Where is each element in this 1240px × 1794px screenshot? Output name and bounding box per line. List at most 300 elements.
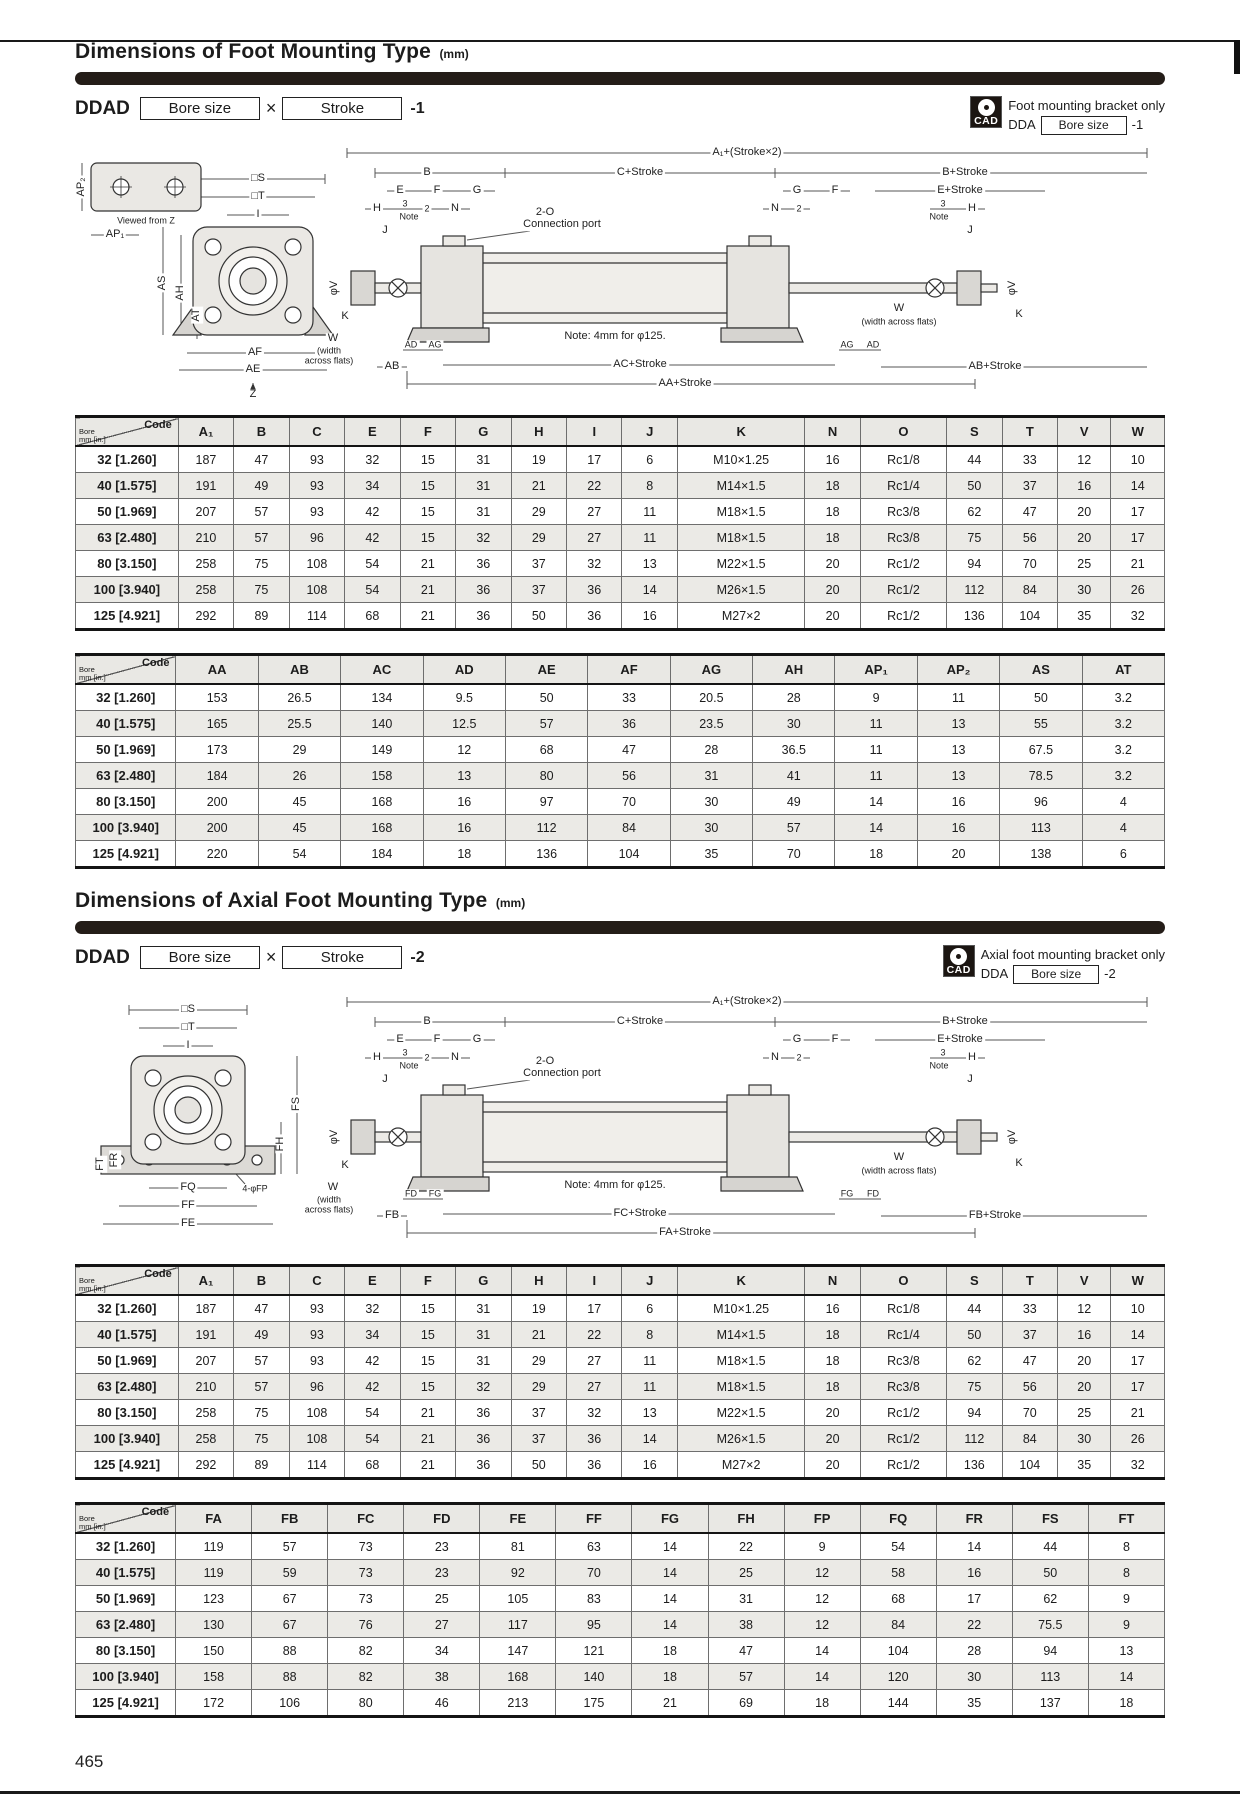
dimension-value: 69 (708, 1690, 784, 1717)
dimension-value: 144 (860, 1690, 936, 1717)
dimension-value: 18 (632, 1638, 708, 1664)
column-header: AP₁ (835, 655, 917, 685)
cad-model-series: DDA (980, 966, 1009, 982)
column-header: A₁ (178, 417, 233, 447)
dimension-value: 15 (400, 1322, 455, 1348)
dimension-value: 9 (1088, 1586, 1164, 1612)
dimension-value: 15 (400, 499, 455, 525)
dimension-label: FG (428, 1188, 442, 1199)
dimension-value: 57 (234, 525, 289, 551)
dimension-value: 14 (632, 1560, 708, 1586)
dimension-table (75, 415, 1165, 631)
dimension-label: N (771, 202, 779, 215)
dimension-value: 35 (1058, 1452, 1111, 1479)
dimension-value: 16 (917, 789, 999, 815)
stroke-box: Stroke (282, 97, 402, 120)
dimension-label: K (341, 1159, 349, 1172)
dimension-value: 55 (1000, 711, 1082, 737)
dimension-label: F (831, 184, 839, 197)
dimension-value: 8 (622, 473, 677, 499)
dimension-value: 29 (511, 1374, 566, 1400)
dimension-value: 12 (423, 737, 505, 763)
dimension-value: 70 (556, 1560, 632, 1586)
dimension-value: 42 (345, 499, 400, 525)
dimension-label: A₁+(Stroke×2) (712, 146, 782, 159)
dimension-value: 20 (805, 1400, 860, 1426)
dimension-value: 18 (805, 473, 860, 499)
dimension-value: 149 (341, 737, 423, 763)
table-corner (76, 1266, 179, 1296)
dimension-value: 187 (178, 1295, 233, 1322)
dimension-label: AF (247, 346, 263, 359)
dimension-value: 36 (567, 577, 622, 603)
dimension-label: Note (929, 1060, 949, 1071)
dimension-label: E (396, 1033, 404, 1046)
cad-model-line (1008, 116, 1165, 135)
dimension-value: 36 (567, 1426, 622, 1452)
table-row (76, 1586, 1165, 1612)
dimension-value: M22×1.5 (677, 551, 804, 577)
table-row (76, 577, 1165, 603)
dimension-label: W (327, 1181, 339, 1194)
model-row (75, 97, 1165, 141)
dimension-label: I (186, 1039, 190, 1052)
table-row (76, 551, 1165, 577)
dimension-value: 50 (505, 684, 587, 711)
dimension-table-foot-bracket (75, 653, 1165, 869)
column-header: K (677, 417, 804, 447)
dimension-value: 9 (784, 1533, 860, 1560)
dimension-value: M26×1.5 (677, 577, 804, 603)
dimension-value: 14 (622, 1426, 677, 1452)
dimension-value: 21 (1111, 551, 1165, 577)
corner-bore-label: Bore mm [in.] (79, 1513, 106, 1531)
dimension-value: 10 (1111, 1295, 1165, 1322)
column-header: N (805, 417, 860, 447)
bore-code: 32 [1.260] (76, 1295, 179, 1322)
dimension-value: 136 (505, 841, 587, 868)
dimension-value: 173 (176, 737, 258, 763)
section-title-foot (75, 40, 1165, 64)
dimension-value: 49 (234, 473, 289, 499)
dimension-label: FT (94, 1157, 107, 1171)
dimension-value: 13 (622, 551, 677, 577)
dimension-label: AE (245, 363, 261, 376)
dimension-value: 112 (947, 577, 1002, 603)
dimension-value: 36.5 (753, 737, 835, 763)
dimension-value: 50 (1012, 1560, 1088, 1586)
dimension-value: 27 (567, 1348, 622, 1374)
dimension-label: K (341, 310, 349, 323)
dimension-table (75, 653, 1165, 869)
dimension-label: B (423, 1015, 431, 1028)
dimension-value: 32 (567, 1400, 622, 1426)
dimension-value: Rc1/2 (860, 1426, 946, 1452)
dimension-value: 140 (556, 1664, 632, 1690)
model-row (75, 946, 1165, 990)
dimension-value: 42 (345, 1348, 400, 1374)
dimension-value: 20 (1058, 1348, 1111, 1374)
table-gap (75, 1480, 1165, 1502)
dimension-value: 82 (328, 1664, 404, 1690)
table-row (76, 1426, 1165, 1452)
column-header: G (456, 1266, 511, 1296)
dimension-value: 138 (1000, 841, 1082, 868)
dimension-value: 136 (947, 1452, 1002, 1479)
dimension-value: 57 (753, 815, 835, 841)
dimension-value: 13 (622, 1400, 677, 1426)
dimension-label: G (472, 184, 482, 197)
dimension-value: 200 (176, 815, 258, 841)
dimension-value: 16 (1058, 473, 1111, 499)
bore-code: 40 [1.575] (76, 1560, 176, 1586)
dimension-value: Rc1/2 (860, 603, 946, 630)
dimension-value: 108 (289, 577, 344, 603)
dimension-value: 34 (345, 1322, 400, 1348)
dimension-value: 89 (234, 1452, 289, 1479)
dimension-value: 88 (252, 1638, 328, 1664)
dimension-value: 26 (258, 763, 340, 789)
dimension-value: 47 (1002, 1348, 1057, 1374)
dimension-label: W (327, 332, 339, 345)
dimension-value: 12 (784, 1612, 860, 1638)
corner-code-label: Code (141, 657, 170, 669)
dimension-label: J (967, 1073, 973, 1086)
dimension-label: 3 (940, 198, 946, 209)
dimension-value: 68 (345, 603, 400, 630)
dimension-value: 16 (423, 815, 505, 841)
cad-icon-label: CAD (946, 964, 971, 976)
dimension-value: 75 (234, 1426, 289, 1452)
dimension-value: 62 (947, 499, 1002, 525)
dimension-label: across flats) (304, 355, 354, 366)
dimension-label: G (792, 184, 802, 197)
dimension-label: FS (290, 1096, 303, 1112)
dimension-value: 258 (178, 577, 233, 603)
page-number: 465 (75, 1752, 104, 1771)
stroke-box: Stroke (282, 946, 402, 969)
dimension-value: 134 (341, 684, 423, 711)
dimension-value: 30 (1058, 577, 1111, 603)
bore-size-box: Bore size (1041, 116, 1127, 135)
dimension-value: 104 (588, 841, 670, 868)
column-header: F (400, 1266, 455, 1296)
dimension-label: E (396, 184, 404, 197)
dimension-value: 11 (622, 499, 677, 525)
table-row (76, 1322, 1165, 1348)
section-title-text: Dimensions of Foot Mounting Type (75, 40, 431, 63)
dimension-label: Z (249, 388, 257, 401)
dimension-value: 258 (178, 1400, 233, 1426)
dimension-value: 17 (1111, 1348, 1165, 1374)
dimension-value: 57 (252, 1533, 328, 1560)
dimension-value: 16 (622, 603, 677, 630)
dimension-value: 22 (567, 1322, 622, 1348)
cad-model-line (981, 965, 1165, 984)
dimension-value: 18 (805, 525, 860, 551)
dimension-value: 117 (480, 1612, 556, 1638)
dimension-value: 56 (588, 763, 670, 789)
column-header: FT (1088, 1504, 1164, 1534)
bore-code: 63 [2.480] (76, 1612, 176, 1638)
dimension-label: 2-O (535, 1055, 555, 1068)
dimension-value: 21 (400, 577, 455, 603)
dimension-value: 20 (805, 551, 860, 577)
dimension-value: M14×1.5 (677, 473, 804, 499)
bore-code: 40 [1.575] (76, 1322, 179, 1348)
cad-icon (971, 97, 1001, 127)
dimension-value: 54 (345, 1400, 400, 1426)
dimension-label: B+Stroke (942, 1015, 988, 1028)
dimension-label: AP₁ (105, 228, 125, 241)
multiply-sign: × (265, 98, 277, 118)
dimension-value: 3.2 (1082, 711, 1164, 737)
dimension-value: 23 (404, 1533, 480, 1560)
dimension-value: 168 (341, 815, 423, 841)
bore-code: 63 [2.480] (76, 1374, 179, 1400)
dimension-value: Rc1/8 (860, 446, 946, 473)
dimension-value: 11 (622, 1374, 677, 1400)
dimension-value: 49 (753, 789, 835, 815)
dimension-value: 57 (505, 711, 587, 737)
dimension-value: 57 (234, 1374, 289, 1400)
dimension-value: 84 (860, 1612, 936, 1638)
bore-code: 40 [1.575] (76, 473, 179, 499)
dimension-value: 73 (328, 1586, 404, 1612)
dimension-value: 31 (456, 1348, 511, 1374)
column-header: H (511, 417, 566, 447)
dimension-value: 14 (622, 577, 677, 603)
bore-code: 50 [1.969] (76, 1348, 179, 1374)
dimension-value: 21 (400, 1426, 455, 1452)
dimension-label: 2 (424, 203, 430, 214)
dimension-value: 108 (289, 1426, 344, 1452)
dimension-value: 67 (252, 1612, 328, 1638)
dimension-label: FR (108, 1152, 121, 1168)
dimension-value: 50 (511, 1452, 566, 1479)
column-header: O (860, 1266, 946, 1296)
dimension-label: E+Stroke (937, 184, 983, 197)
dimension-value: 168 (480, 1664, 556, 1690)
dimension-value: 10 (1111, 446, 1165, 473)
table-row (76, 711, 1165, 737)
dimension-value: 25 (708, 1560, 784, 1586)
dimension-value: 31 (456, 1295, 511, 1322)
dimension-value: 21 (632, 1690, 708, 1717)
dimension-value: 13 (917, 737, 999, 763)
cad-text (1008, 97, 1165, 135)
table-row (76, 603, 1165, 630)
dimension-label: Note (399, 1060, 419, 1071)
dimension-value: 41 (753, 763, 835, 789)
corner-bore-label: Bore mm [in.] (79, 664, 106, 682)
foot-mounting-drawing (75, 143, 1165, 415)
column-header: B (234, 1266, 289, 1296)
dimension-value: 31 (456, 473, 511, 499)
dimension-value: 19 (511, 446, 566, 473)
dimension-value: 30 (753, 711, 835, 737)
bore-code: 50 [1.969] (76, 1586, 176, 1612)
dimension-value: 16 (622, 1452, 677, 1479)
dimension-label: φV (1006, 280, 1019, 296)
table-row (76, 1612, 1165, 1638)
table-row (76, 1533, 1165, 1560)
dimension-value: 26 (1111, 577, 1165, 603)
bore-code: 125 [4.921] (76, 841, 176, 868)
dimension-value: 44 (1012, 1533, 1088, 1560)
dimension-value: 108 (289, 1400, 344, 1426)
dimension-label: W (893, 302, 905, 315)
dimension-value: 22 (936, 1612, 1012, 1638)
dimension-value: 54 (345, 577, 400, 603)
dimension-value: 50 (511, 603, 566, 630)
dimension-value: 96 (289, 1374, 344, 1400)
column-header: FA (176, 1504, 252, 1534)
dimension-value: 191 (178, 1322, 233, 1348)
dimension-value: 20 (805, 1452, 860, 1479)
model-suffix: -1 (410, 99, 425, 117)
dimension-value: 25.5 (258, 711, 340, 737)
dimension-value: 94 (947, 551, 1002, 577)
dimension-value: 14 (1111, 1322, 1165, 1348)
dimension-value: 42 (345, 525, 400, 551)
dimension-value: 50 (947, 1322, 1002, 1348)
dimension-value: 12.5 (423, 711, 505, 737)
dimension-value: 9 (835, 684, 917, 711)
cad-model-series: DDA (1008, 117, 1036, 133)
dimension-value: 27 (567, 1374, 622, 1400)
dimension-value: 80 (328, 1690, 404, 1717)
dimension-value: 34 (404, 1638, 480, 1664)
dimension-value: 105 (480, 1586, 556, 1612)
column-header: H (511, 1266, 566, 1296)
dimension-value: 36 (456, 1452, 511, 1479)
dimension-value: 21 (1111, 1400, 1165, 1426)
cad-icon (944, 946, 974, 976)
column-header: FF (556, 1504, 632, 1534)
dimension-value: 75.5 (1012, 1612, 1088, 1638)
column-header: I (567, 1266, 622, 1296)
dimension-value: 81 (480, 1533, 556, 1560)
dimension-value: 97 (505, 789, 587, 815)
dimension-label: FB (384, 1209, 400, 1222)
dimension-value: 49 (234, 1322, 289, 1348)
dimension-value: 12 (1058, 1295, 1111, 1322)
cad-disc-icon (978, 99, 995, 116)
dimension-value: 29 (511, 1348, 566, 1374)
dimension-value: 21 (511, 1322, 566, 1348)
dimension-label: F (831, 1033, 839, 1046)
dimension-value: 3.2 (1082, 763, 1164, 789)
dimension-value: M18×1.5 (677, 499, 804, 525)
dimension-value: 11 (917, 684, 999, 711)
dimension-label: 4-φFP (242, 1183, 268, 1194)
column-header: AS (1000, 655, 1082, 685)
dimension-label: (width across flats) (861, 316, 937, 327)
dimension-value: 200 (176, 789, 258, 815)
dimension-value: 9.5 (423, 684, 505, 711)
dimension-value: 22 (708, 1533, 784, 1560)
corner-bore-label: Bore mm [in.] (79, 426, 106, 444)
column-header: FP (784, 1504, 860, 1534)
cad-text (981, 946, 1165, 984)
dimension-value: 14 (784, 1664, 860, 1690)
model-series: DDAD (75, 97, 130, 119)
column-header: AH (753, 655, 835, 685)
dimension-value: 9 (1088, 1612, 1164, 1638)
column-header: C (289, 417, 344, 447)
column-header: FR (936, 1504, 1012, 1534)
column-header: AT (1082, 655, 1164, 685)
bore-code: 32 [1.260] (76, 446, 179, 473)
dimension-value: 28 (670, 737, 752, 763)
dimension-label: H (373, 1051, 381, 1064)
dimension-value: 30 (1058, 1426, 1111, 1452)
dimension-label: 2 (796, 1052, 802, 1063)
dimension-value: 17 (936, 1586, 1012, 1612)
dimension-value: 15 (400, 446, 455, 473)
dimension-value: 18 (423, 841, 505, 868)
dimension-value: 38 (708, 1612, 784, 1638)
dimension-value: 36 (567, 1452, 622, 1479)
table-row (76, 789, 1165, 815)
bore-code: 80 [3.150] (76, 1400, 179, 1426)
table-row (76, 446, 1165, 473)
bore-code: 80 [3.150] (76, 551, 179, 577)
dimension-value: 210 (178, 525, 233, 551)
bore-code: 100 [3.940] (76, 1664, 176, 1690)
dimension-value: 33 (1002, 1295, 1057, 1322)
dimension-value: 32 (345, 446, 400, 473)
dimension-value: 18 (805, 1348, 860, 1374)
dimension-label: 3 (940, 1047, 946, 1058)
dimension-value: 37 (511, 1426, 566, 1452)
dimension-value: 140 (341, 711, 423, 737)
dimension-value: 25 (1058, 1400, 1111, 1426)
column-header: FB (252, 1504, 328, 1534)
dimension-value: 54 (860, 1533, 936, 1560)
dimension-label: FD (867, 1188, 879, 1199)
cad-note (944, 946, 1165, 984)
dimension-value: 292 (178, 603, 233, 630)
dimension-value: 36 (567, 603, 622, 630)
dimension-value: 47 (1002, 499, 1057, 525)
dimension-value: 130 (176, 1612, 252, 1638)
dimension-value: 20 (805, 603, 860, 630)
dimension-label: I (256, 208, 260, 221)
column-header: AD (423, 655, 505, 685)
dimension-value: M22×1.5 (677, 1400, 804, 1426)
dimension-value: 33 (588, 684, 670, 711)
column-header: AG (670, 655, 752, 685)
dimension-value: 58 (860, 1560, 936, 1586)
dimension-label: G (792, 1033, 802, 1046)
column-header: AC (341, 655, 423, 685)
dimension-label: 2-O (535, 206, 555, 219)
dimension-value: 35 (936, 1690, 1012, 1717)
dimension-value: 27 (567, 525, 622, 551)
dimension-value: 70 (1002, 1400, 1057, 1426)
dimension-value: 184 (341, 841, 423, 868)
dimension-value: 75 (234, 551, 289, 577)
dimension-value: 95 (556, 1612, 632, 1638)
dimension-value: 15 (400, 525, 455, 551)
dimension-value: Rc3/8 (860, 499, 946, 525)
dimension-value: 112 (505, 815, 587, 841)
dimension-value: M18×1.5 (677, 1374, 804, 1400)
dimension-value: 18 (1088, 1690, 1164, 1717)
dimension-value: 32 (1111, 603, 1165, 630)
